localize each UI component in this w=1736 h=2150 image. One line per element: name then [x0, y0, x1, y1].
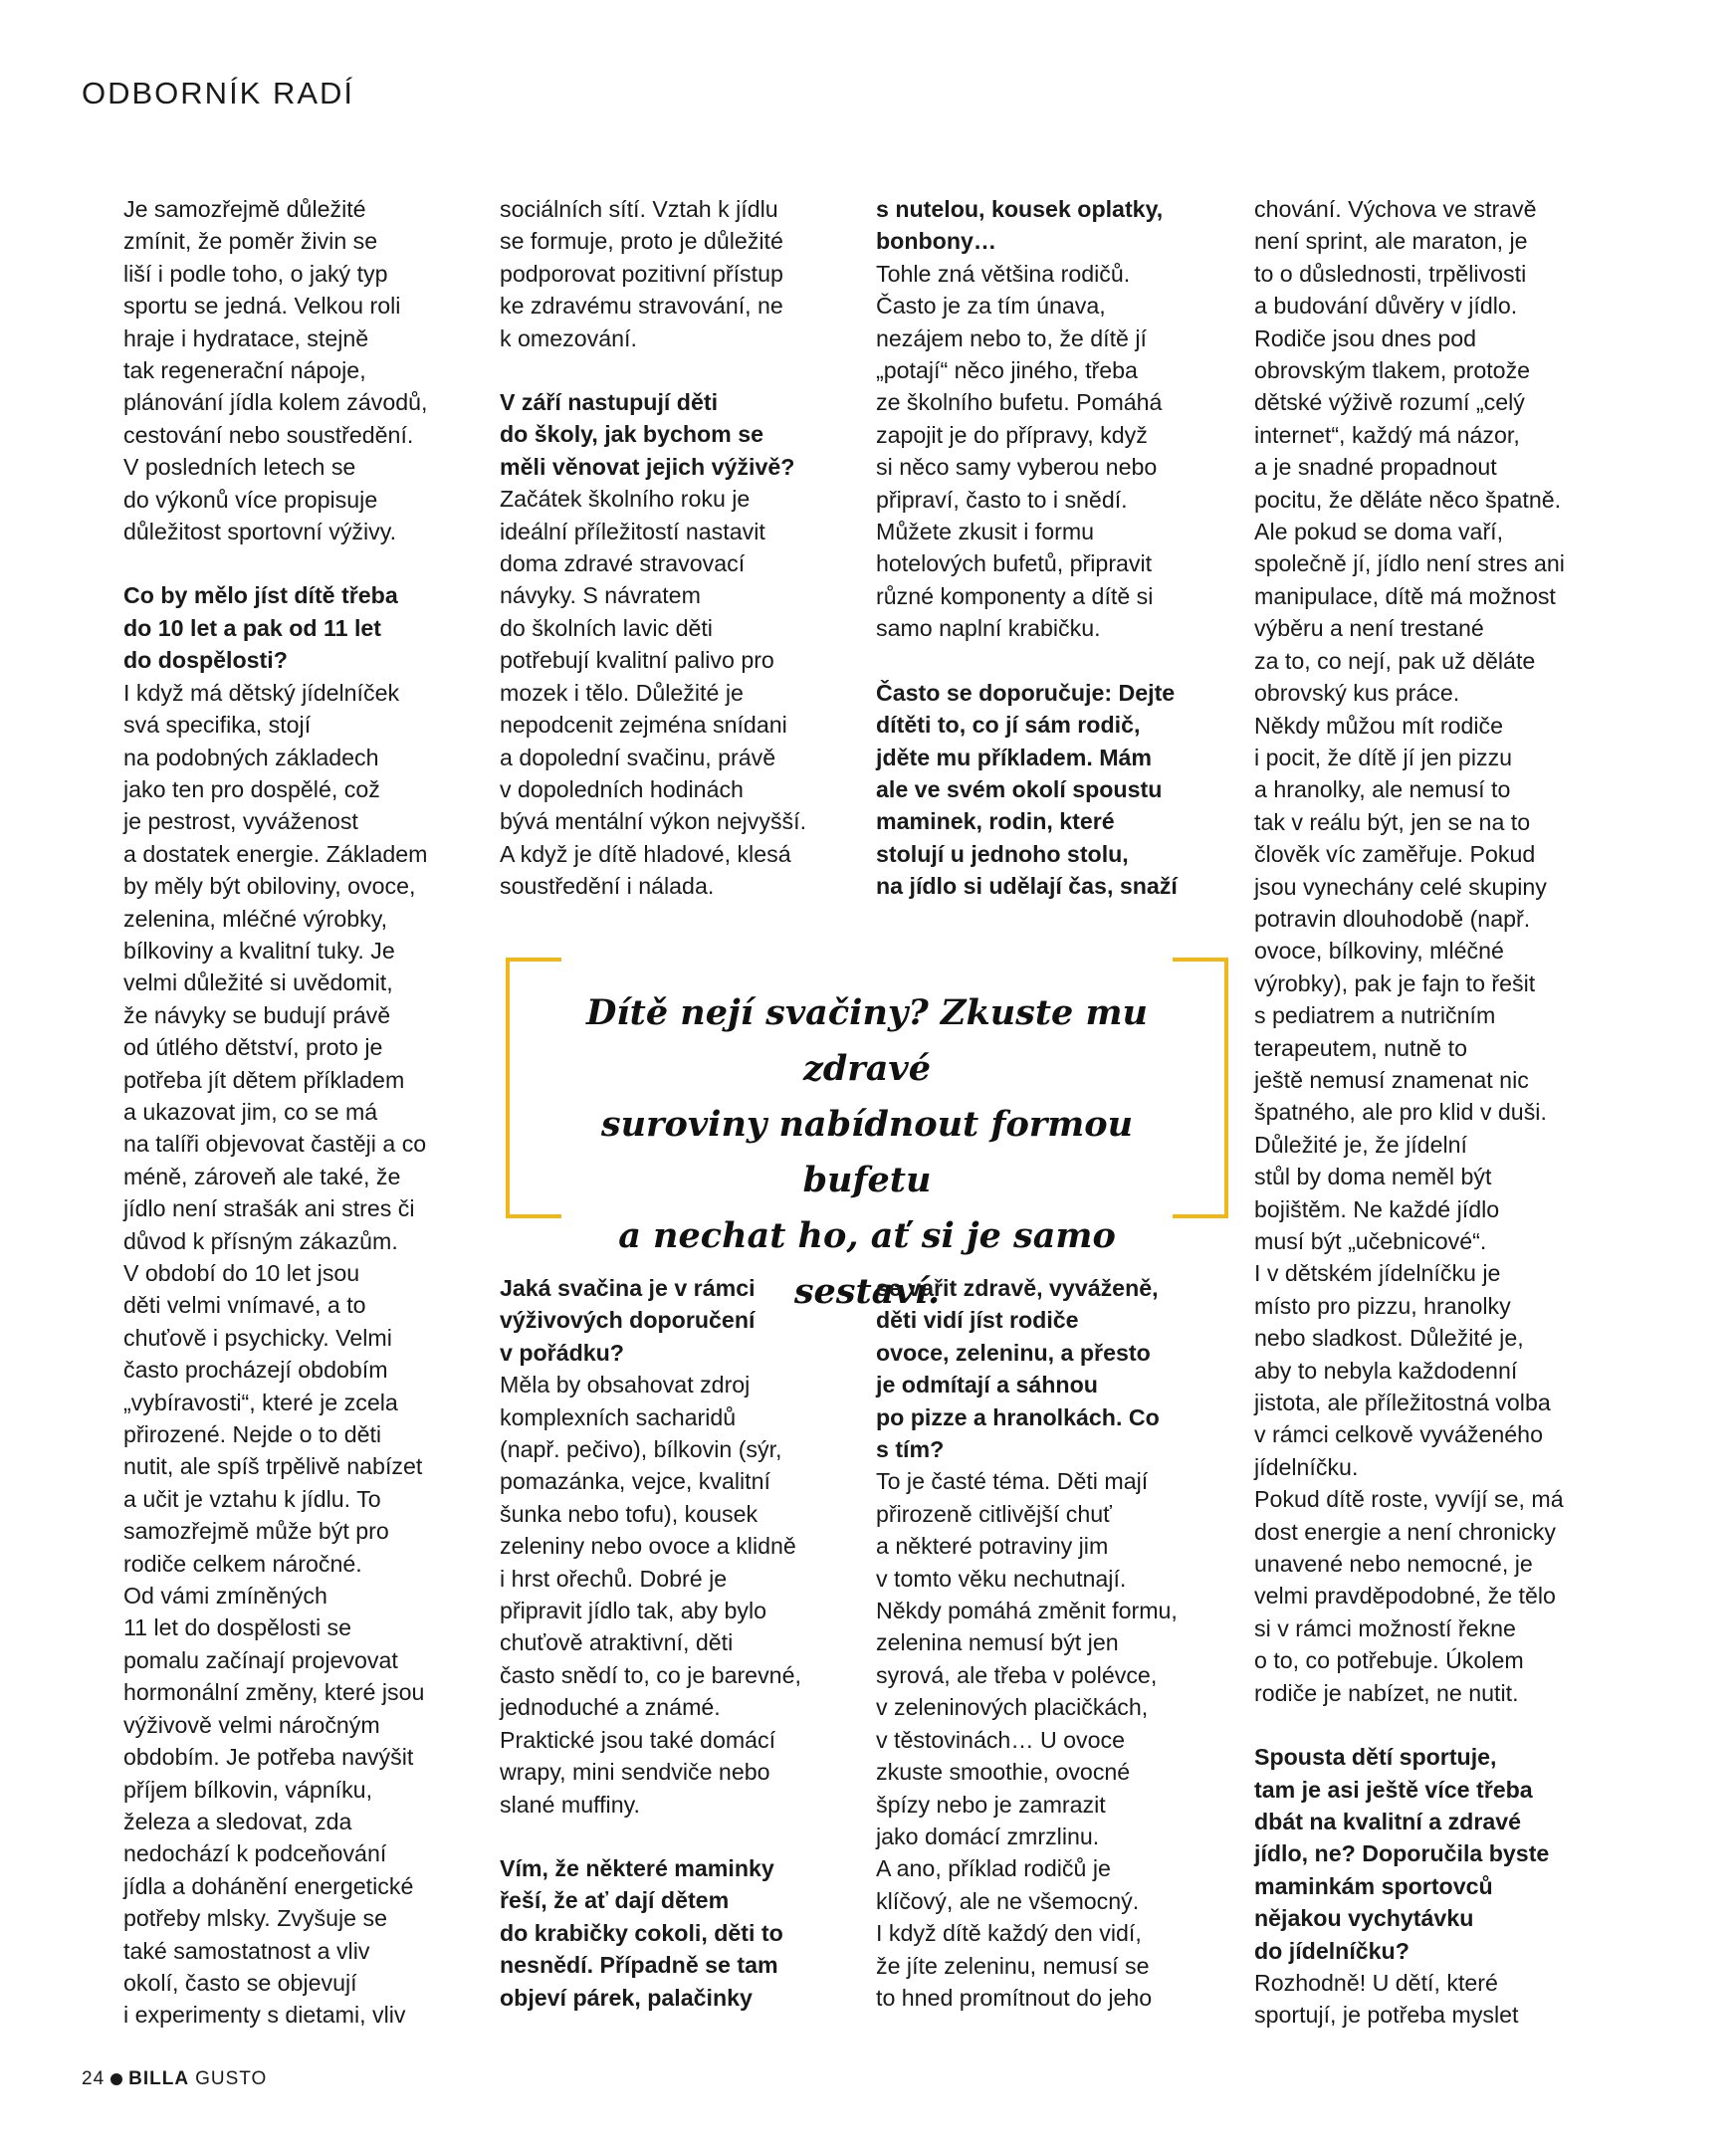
- body-text-line: doma zdravé stravovací: [500, 550, 746, 577]
- body-text-line: za to, co nejí, pak už děláte: [1254, 647, 1536, 674]
- interview-question-line: stolují u jednoho stolu,: [876, 840, 1129, 867]
- body-text-line: bílkoviny a kvalitní tuky. Je: [123, 937, 395, 964]
- body-text-line: Od vámi zmíněných: [123, 1583, 327, 1610]
- body-text-line: v tomto věku nechutnají.: [876, 1565, 1127, 1592]
- body-text-line: Tohle zná většina rodičů.: [876, 260, 1131, 287]
- body-text-line: příjem bílkovin, vápníku,: [123, 1776, 373, 1803]
- body-text-line: samo naplní krabičku.: [876, 615, 1101, 642]
- interview-question-line: do 10 let a pak od 11 let: [123, 614, 382, 641]
- body-text-line: I když má dětský jídelníček: [123, 679, 400, 706]
- quote-bracket-left: [506, 958, 561, 1218]
- body-text-line: také samostatnost a vliv: [123, 1937, 370, 1964]
- interview-question-line: dítěti to, co jí sám rodič,: [876, 712, 1141, 739]
- body-text-line: aby to nebyla každodenní: [1254, 1357, 1518, 1384]
- body-text-line: špatného, ale pro klid v duši.: [1254, 1099, 1547, 1126]
- interview-question-line: objeví párek, palačinky: [500, 1984, 753, 2011]
- body-text-line: rodiče celkem náročné.: [123, 1550, 362, 1577]
- body-text-line: zelenina, mléčné výrobky,: [123, 905, 388, 932]
- body-text-line: „vybíravosti“, které je zcela: [123, 1389, 398, 1415]
- body-text-line: potravin dlouhodobě (např.: [1254, 905, 1531, 932]
- paragraph-gap: [500, 1821, 854, 1852]
- body-text-line: Někdy pomáhá změnit formu,: [876, 1598, 1178, 1624]
- body-text-line: liší i podle toho, o jaký typ: [123, 260, 388, 287]
- body-text-line: ke zdravému stravování, ne: [500, 293, 783, 320]
- body-text-line: terapeutem, nutně to: [1254, 1034, 1467, 1061]
- body-text-line: dětské výživě rozumí „celý: [1254, 389, 1525, 416]
- interview-question-line: Co by mělo jíst dítě třeba: [123, 582, 398, 609]
- body-text-line: a hranolky, ale nemusí to: [1254, 776, 1511, 803]
- body-text-line: potřebují kvalitní palivo pro: [500, 647, 774, 674]
- body-text-line: důvod k přísným zákazům.: [123, 1227, 398, 1254]
- body-text-line: slané muffiny.: [500, 1791, 640, 1818]
- body-text-line: chování. Výchova ve stravě: [1254, 196, 1537, 222]
- body-text-line: Rodiče jsou dnes pod: [1254, 324, 1477, 351]
- body-text-line: Pokud dítě roste, vyvíjí se, má: [1254, 1486, 1564, 1513]
- body-text-line: i hrst ořechů. Dobré je: [500, 1565, 728, 1592]
- body-text-line: a učit je vztahu k jídlu. To: [123, 1485, 381, 1512]
- body-text-line: obrovský kus práce.: [1254, 680, 1460, 707]
- body-text-line: a některé potraviny jim: [876, 1533, 1109, 1560]
- interview-question-line: po pizze a hranolkách. Co: [876, 1403, 1160, 1430]
- body-text-line: zmínit, že poměr živin se: [123, 228, 378, 255]
- interview-question-line: ale ve svém okolí spoustu: [876, 775, 1163, 802]
- body-text-line: obrovským tlakem, protože: [1254, 357, 1531, 384]
- body-text-line: jednoduché a známé.: [500, 1694, 721, 1721]
- paragraph-gap: [876, 645, 1230, 677]
- body-text-line: chuťově atraktivní, děti: [500, 1629, 734, 1656]
- body-text-line: jídelníčku.: [1254, 1453, 1359, 1480]
- body-text-line: pomazánka, vejce, kvalitní: [500, 1468, 770, 1495]
- body-text-line: připravit jídlo tak, aby bylo: [500, 1598, 767, 1624]
- interview-question-line: na jídlo si udělají čas, snaží: [876, 873, 1178, 900]
- body-text-line: to o důslednosti, trpělivosti: [1254, 260, 1527, 287]
- body-text-line: do školních lavic děti: [500, 614, 713, 641]
- body-text-line: není sprint, ale maraton, je: [1254, 228, 1528, 255]
- interview-question-line: dbát na kvalitní a zdravé: [1254, 1808, 1522, 1834]
- body-text-line: wrapy, mini sendviče nebo: [500, 1759, 770, 1786]
- interview-question-line: do školy, jak bychom se: [500, 421, 764, 448]
- body-text-line: méně, zároveň ale také, že: [123, 1163, 401, 1189]
- body-text-line: důležitost sportovní výživy.: [123, 519, 397, 545]
- body-text-line: unavené nebo nemocné, je: [1254, 1551, 1533, 1578]
- body-text-line: je pestrost, vyváženost: [123, 808, 358, 835]
- quote-bracket-right: [1173, 958, 1228, 1218]
- body-text-line: tak v reálu být, jen se na to: [1254, 808, 1531, 835]
- body-text-line: podporovat pozitivní přístup: [500, 260, 783, 287]
- body-text-line: Často je za tím únava,: [876, 293, 1106, 320]
- body-text-line: Začátek školního roku je: [500, 486, 751, 513]
- body-text-line: přirozeně citlivější chuť: [876, 1500, 1112, 1527]
- body-text-line: pomalu začínají projevovat: [123, 1646, 398, 1673]
- body-text-line: v zeleninových placičkách,: [876, 1694, 1149, 1721]
- body-text-line: připraví, často to i snědí.: [876, 486, 1128, 513]
- body-text-line: stůl by doma neměl být: [1254, 1164, 1492, 1190]
- body-text-line: na podobných základech: [123, 744, 379, 770]
- body-text-line: i pocit, že dítě jí jen pizzu: [1254, 744, 1513, 770]
- body-text-line: a dostatek energie. Základem: [123, 840, 428, 867]
- body-text-line: výběru a není trestané: [1254, 615, 1484, 642]
- body-text-line: jistota, ale příležitostná volba: [1254, 1390, 1551, 1416]
- body-text-line: zelenina nemusí být jen: [876, 1629, 1119, 1656]
- body-text-line: bojištěm. Ne každé jídlo: [1254, 1195, 1500, 1222]
- interview-question-line: ovoce, zeleninu, a přesto: [876, 1339, 1151, 1366]
- interview-question-line: Jaká svačina je v rámci: [500, 1275, 756, 1301]
- body-text-line: klíčový, ale ne všemocný.: [876, 1887, 1140, 1914]
- article-column-2-bottom: [500, 1272, 854, 2014]
- body-text-line: nedochází k podceňování: [123, 1840, 387, 1867]
- body-text-line: syrová, ale třeba v polévce,: [876, 1661, 1158, 1688]
- body-text-line: na talíři objevovat častěji a co: [123, 1131, 427, 1158]
- body-text-line: jako domácí zmrzlinu.: [876, 1823, 1100, 1849]
- body-text-line: a ukazovat jim, co se má: [123, 1098, 378, 1125]
- body-text-line: ideální příležitostí nastavit: [500, 518, 765, 544]
- body-text-line: nutit, ale spíš trpělivě nabízet: [123, 1453, 423, 1480]
- body-text-line: návyky. S návratem: [500, 582, 701, 609]
- body-text-line: a dopolední svačinu, právě: [500, 744, 776, 770]
- body-text-line: svá specifika, stojí: [123, 712, 312, 739]
- body-text-line: by měly být obiloviny, ovoce,: [123, 873, 416, 900]
- body-text-line: musí být „učebnicové“.: [1254, 1228, 1487, 1254]
- interview-question-line: maminkám sportovců: [1254, 1872, 1493, 1899]
- interview-question-line: měli věnovat jejich výživě?: [500, 453, 795, 480]
- body-text-line: jídlo není strašák ani stres či: [123, 1195, 415, 1222]
- body-text-line: rodiče je nabízet, ne nutit.: [1254, 1679, 1519, 1706]
- paragraph-gap: [123, 547, 478, 579]
- body-text-line: v těstovinách… U ovoce: [876, 1726, 1126, 1753]
- body-text-line: velmi pravděpodobné, že tělo: [1254, 1583, 1556, 1610]
- body-text-line: šunka nebo tofu), kousek: [500, 1500, 759, 1527]
- body-text-line: chuťově i psychicky. Velmi: [123, 1324, 392, 1351]
- quote-line: a nechat ho, ať si je samo sestaví.: [618, 1215, 1116, 1312]
- brand-name: BILLA: [128, 2068, 190, 2089]
- body-text-line: od útlého dětství, proto je: [123, 1034, 383, 1061]
- body-text-line: člověk víc zaměřuje. Pokud: [1254, 841, 1536, 868]
- body-text-line: jsou vynechány celé skupiny: [1254, 873, 1547, 900]
- body-text-line: výživově velmi náročným: [123, 1711, 380, 1738]
- body-text-line: V posledních letech se: [123, 454, 356, 481]
- paragraph-gap: [500, 354, 854, 386]
- body-text-line: do výkonů více propisuje: [123, 486, 378, 513]
- body-text-line: jídla a dohánění energetické: [123, 1872, 414, 1899]
- article-column-3-bottom: [876, 1272, 1230, 2014]
- body-text-line: tak regenerační nápoje,: [123, 357, 366, 384]
- quote-text: [565, 985, 1169, 1320]
- interview-question-line: do jídelníčku?: [1254, 1937, 1410, 1964]
- body-text-line: manipulace, dítě má možnost: [1254, 582, 1556, 609]
- body-text-line: se formuje, proto je důležité: [500, 228, 783, 255]
- body-text-line: nebo sladkost. Důležité je,: [1254, 1325, 1524, 1352]
- body-text-line: hormonální změny, které jsou: [123, 1679, 425, 1706]
- body-text-line: potřeba jít dětem příkladem: [123, 1066, 405, 1093]
- body-text-line: (např. pečivo), bílkovin (sýr,: [500, 1436, 782, 1463]
- body-text-line: jako ten pro dospělé, což: [123, 775, 380, 802]
- magazine-title: GUSTO: [195, 2068, 268, 2089]
- body-text-line: Někdy můžou mít rodiče: [1254, 712, 1504, 739]
- body-text-line: 11 let do dospělosti se: [123, 1614, 352, 1641]
- bullet-dot-icon: [110, 2073, 122, 2085]
- body-text-line: soustředění i nálada.: [500, 873, 715, 900]
- body-text-line: komplexních sacharidů: [500, 1403, 737, 1430]
- interview-question-line: do dospělosti?: [123, 647, 288, 674]
- body-text-line: potřeby mlsky. Zvyšuje se: [123, 1905, 388, 1932]
- interview-question-line: tam je asi ještě více třeba: [1254, 1776, 1533, 1803]
- body-text-line: ovoce, bílkoviny, mléčné: [1254, 938, 1504, 965]
- body-text-line: Rozhodně! U dětí, které: [1254, 1969, 1498, 1996]
- interview-question-line: V září nastupují děti: [500, 389, 719, 416]
- body-text-line: sportu se jedná. Velkou roli: [123, 293, 401, 320]
- page-number: 24: [82, 2068, 106, 2089]
- body-text-line: nepodcenit zejména snídani: [500, 712, 787, 739]
- body-text-line: cestování nebo soustředění.: [123, 421, 414, 448]
- page-footer: [82, 2068, 267, 2090]
- section-title: ODBORNÍK RADÍ: [82, 76, 355, 110]
- body-text-line: s pediatrem a nutričním: [1254, 1002, 1496, 1029]
- body-text-line: přirozené. Nejde o to děti: [123, 1421, 382, 1448]
- body-text-line: děti velmi vnímavé, a to: [123, 1292, 366, 1319]
- body-text-line: k omezování.: [500, 324, 637, 351]
- article-column-3-top: [876, 193, 1230, 903]
- quote-line: Dítě nejí svačiny? Zkuste mu zdravé: [586, 992, 1148, 1089]
- interview-question-line: nějakou vychytávku: [1254, 1905, 1474, 1932]
- body-text-line: velmi důležité si uvědomit,: [123, 969, 393, 996]
- body-text-line: V období do 10 let jsou: [123, 1260, 360, 1286]
- interview-question-line: Vím, že některé maminky: [500, 1854, 774, 1881]
- body-text-line: pocitu, že děláte něco špatně.: [1254, 486, 1562, 513]
- body-text-line: okolí, často se objevují: [123, 1969, 357, 1996]
- interview-question-line: v pořádku?: [500, 1339, 624, 1366]
- body-text-line: výrobky), pak je fajn to řešit: [1254, 969, 1536, 996]
- interview-question-line: děti vidí jíst rodiče: [876, 1307, 1079, 1334]
- body-text-line: si něco samy vyberou nebo: [876, 454, 1158, 481]
- interview-question-line: výživových doporučení: [500, 1307, 756, 1334]
- body-text-line: To je časté téma. Děti mají: [876, 1468, 1149, 1495]
- body-text-line: Důležité je, že jídelní: [1254, 1131, 1467, 1158]
- interview-question-line: nesnědí. Případně se tam: [500, 1952, 778, 1979]
- body-text-line: si v rámci možností řekne: [1254, 1614, 1516, 1641]
- interview-question-line: se vařit zdravě, vyváženě,: [876, 1275, 1159, 1301]
- interview-question-line: s nutelou, kousek oplatky,: [876, 196, 1164, 222]
- body-text-line: Ale pokud se doma vaří,: [1254, 519, 1504, 545]
- body-text-line: obdobím. Je potřeba navýšit: [123, 1744, 414, 1771]
- article-column-2-top: [500, 193, 854, 903]
- interview-question-line: řeší, že ať dají dětem: [500, 1887, 730, 1914]
- body-text-line: často procházejí obdobím: [123, 1357, 388, 1384]
- interview-question-line: Spousta dětí sportuje,: [1254, 1744, 1497, 1771]
- body-text-line: nezájem nebo to, že dítě jí: [876, 324, 1147, 351]
- paragraph-gap: [1254, 1709, 1609, 1741]
- interview-question-line: Často se doporučuje: Dejte: [876, 679, 1176, 706]
- body-text-line: Měla by obsahovat zdroj: [500, 1372, 751, 1398]
- body-text-line: hraje i hydratace, stejně: [123, 324, 369, 351]
- body-text-line: internet“, každý má názor,: [1254, 421, 1520, 448]
- article-column-4: [1254, 193, 1609, 2032]
- body-text-line: že jíte zeleninu, nemusí se: [876, 1952, 1150, 1979]
- body-text-line: bývá mentální výkon nejvyšší.: [500, 808, 807, 835]
- interview-question-line: je odmítají a sáhnou: [876, 1372, 1098, 1398]
- body-text-line: o to, co potřebuje. Úkolem: [1254, 1647, 1524, 1674]
- body-text-line: ještě nemusí znamenat nic: [1254, 1066, 1529, 1093]
- body-text-line: různé komponenty a dítě si: [876, 582, 1154, 609]
- interview-question-line: maminek, rodin, které: [876, 808, 1115, 835]
- body-text-line: často snědí to, co je barevné,: [500, 1661, 801, 1688]
- body-text-line: I když dítě každý den vidí,: [876, 1920, 1142, 1947]
- interview-question-line: bonbony…: [876, 228, 997, 255]
- body-text-line: zkuste smoothie, ovocné: [876, 1759, 1131, 1786]
- body-text-line: Je samozřejmě důležité: [123, 196, 366, 222]
- body-text-line: v rámci celkově vyváženého: [1254, 1421, 1543, 1448]
- body-text-line: místo pro pizzu, hranolky: [1254, 1292, 1511, 1319]
- interview-question-line: jděte mu příkladem. Mám: [876, 744, 1153, 770]
- body-text-line: Praktické jsou také domácí: [500, 1726, 776, 1753]
- body-text-line: zapojit je do přípravy, když: [876, 421, 1148, 448]
- interview-question-line: s tím?: [876, 1436, 945, 1463]
- body-text-line: zeleniny nebo ovoce a klidně: [500, 1533, 796, 1560]
- body-text-line: sportují, je potřeba myslet: [1254, 2002, 1519, 2029]
- body-text-line: že návyky se budují právě: [123, 1001, 391, 1028]
- body-text-line: v dopoledních hodinách: [500, 775, 744, 802]
- body-text-line: mozek i tělo. Důležité je: [500, 679, 744, 706]
- body-text-line: sociálních sítí. Vztah k jídlu: [500, 196, 778, 222]
- body-text-line: společně jí, jídlo není stres ani: [1254, 550, 1565, 577]
- body-text-line: samozřejmě může být pro: [123, 1518, 389, 1545]
- body-text-line: i experimenty s dietami, vliv: [123, 2002, 406, 2029]
- body-text-line: a budování důvěry v jídlo.: [1254, 293, 1518, 320]
- body-text-line: Můžete zkusit i formu: [876, 519, 1095, 545]
- body-text-line: a je snadné propadnout: [1254, 454, 1497, 481]
- quote-line: suroviny nabídnout formou bufetu: [600, 1104, 1134, 1200]
- body-text-line: A když je dítě hladové, klesá: [500, 840, 791, 867]
- body-text-line: železa a sledovat, zda: [123, 1808, 352, 1834]
- body-text-line: I v dětském jídelníčku je: [1254, 1260, 1501, 1287]
- article-column-1: [123, 193, 478, 2032]
- body-text-line: dost energie a není chronicky: [1254, 1518, 1556, 1545]
- body-text-line: to hned promítnout do jeho: [876, 1984, 1153, 2011]
- interview-question-line: do krabičky cokoli, děti to: [500, 1919, 783, 1946]
- body-text-line: plánování jídla kolem závodů,: [123, 389, 428, 416]
- body-text-line: A ano, příklad rodičů je: [876, 1855, 1111, 1882]
- body-text-line: hotelových bufetů, připravit: [876, 550, 1153, 577]
- body-text-line: špízy nebo je zamrazit: [876, 1791, 1106, 1818]
- body-text-line: „potají“ něco jiného, třeba: [876, 357, 1138, 384]
- interview-question-line: jídlo, ne? Doporučila byste: [1254, 1840, 1550, 1867]
- body-text-line: ze školního bufetu. Pomáhá: [876, 389, 1163, 416]
